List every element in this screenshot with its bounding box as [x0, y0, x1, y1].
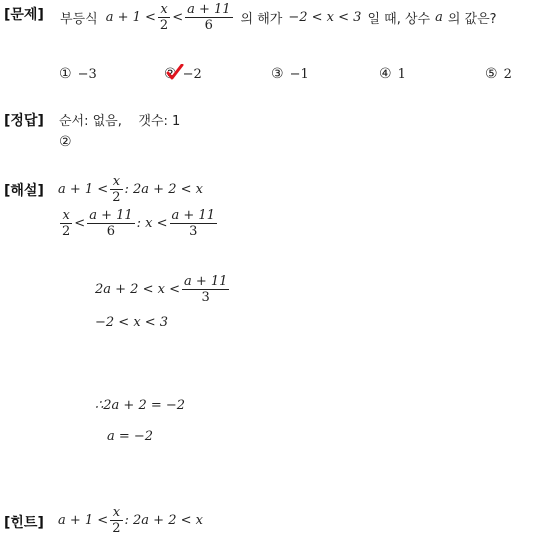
choice-marker: ⑤ — [485, 66, 498, 82]
explanation-line-2 — [58, 206, 219, 240]
explanation-line-6: a = −2 — [107, 429, 154, 444]
expr-left: 2a + 2 < x < — [95, 281, 180, 297]
lt-sign: < — [74, 215, 86, 231]
expr-right: : 2a + 2 < x — [124, 512, 203, 528]
frac-numerator: x — [110, 505, 122, 521]
answer-section-label: [정답] — [4, 113, 44, 129]
hint-line — [58, 503, 203, 537]
frac-numerator: a + 11 — [183, 273, 228, 289]
choice-marker: ③ — [271, 66, 284, 82]
frac-denominator: 2 — [62, 223, 71, 239]
choice-marker: ① — [59, 66, 72, 82]
check-mark-icon — [166, 64, 184, 80]
hint-section-label: [힌트] — [4, 515, 44, 531]
frac-denominator: 2 — [112, 520, 121, 536]
expr-left: a + 1 < — [58, 512, 109, 528]
problem-lt: < — [172, 9, 184, 25]
problem-statement — [60, 0, 497, 34]
frac-numerator: a + 11 — [171, 207, 215, 223]
problem-ineq-left: a + 1 < — [105, 9, 156, 25]
choice-5[interactable] — [485, 66, 512, 82]
problem-text-end: 의 값은? — [447, 11, 497, 27]
choice-value: 2 — [503, 66, 512, 82]
frac-a11-3 — [170, 208, 217, 239]
explanation-line-4: −2 < x < 3 — [95, 315, 169, 330]
choice-marker: ④ — [379, 66, 392, 82]
frac-denominator: 6 — [106, 223, 116, 239]
answer-line: 순서: 없음, 갯수: 1 — [59, 114, 181, 129]
frac-numerator: x — [158, 2, 170, 18]
choice-4[interactable] — [379, 66, 406, 82]
frac-a11-6 — [87, 208, 134, 239]
choice-marker: ② — [164, 66, 177, 82]
problem-text-after: 일 때, 상수 — [367, 11, 431, 27]
choice-2[interactable] — [164, 66, 202, 82]
explanation-line-1 — [58, 172, 203, 206]
frac-numerator: x — [110, 174, 122, 190]
frac-numerator: x — [60, 208, 72, 224]
explanation-line-5: ∴2a + 2 = −2 — [95, 398, 186, 413]
problem-frac-a11-6 — [185, 2, 232, 33]
expr-left: a + 1 < — [58, 181, 109, 197]
choice-value: −2 — [182, 66, 202, 82]
frac-denominator: 3 — [189, 223, 198, 239]
problem-range: −2 < x < 3 — [288, 9, 362, 25]
choice-value: −3 — [77, 66, 97, 82]
explanation-line-3 — [95, 272, 231, 306]
frac-x-2 — [60, 208, 72, 239]
problem-frac-x-2 — [158, 2, 170, 33]
frac-x-2 — [110, 174, 122, 205]
frac-x-2 — [110, 505, 122, 536]
expr-right: : 2a + 2 < x — [124, 181, 203, 197]
frac-numerator: a + 11 — [187, 1, 231, 17]
expr-mid: : x < — [136, 215, 168, 231]
frac-denominator: 2 — [112, 189, 121, 205]
frac-denominator: 3 — [201, 289, 210, 305]
problem-var-a: a — [435, 9, 443, 25]
answer-choice: ② — [59, 134, 72, 150]
frac-a11-3 — [182, 274, 229, 305]
frac-numerator: a + 11 — [89, 207, 133, 223]
frac-denominator: 2 — [159, 17, 169, 33]
problem-section-label: [문제] — [4, 7, 44, 23]
choice-3[interactable] — [271, 66, 309, 82]
choice-1[interactable] — [59, 66, 97, 82]
frac-denominator: 6 — [204, 17, 213, 33]
problem-text-before: 부등식 — [60, 11, 98, 27]
choice-value: 1 — [397, 66, 406, 82]
explanation-section-label: [해설] — [4, 183, 44, 199]
choice-value: −1 — [289, 66, 309, 82]
problem-text-mid: 의 해가 — [240, 11, 283, 27]
